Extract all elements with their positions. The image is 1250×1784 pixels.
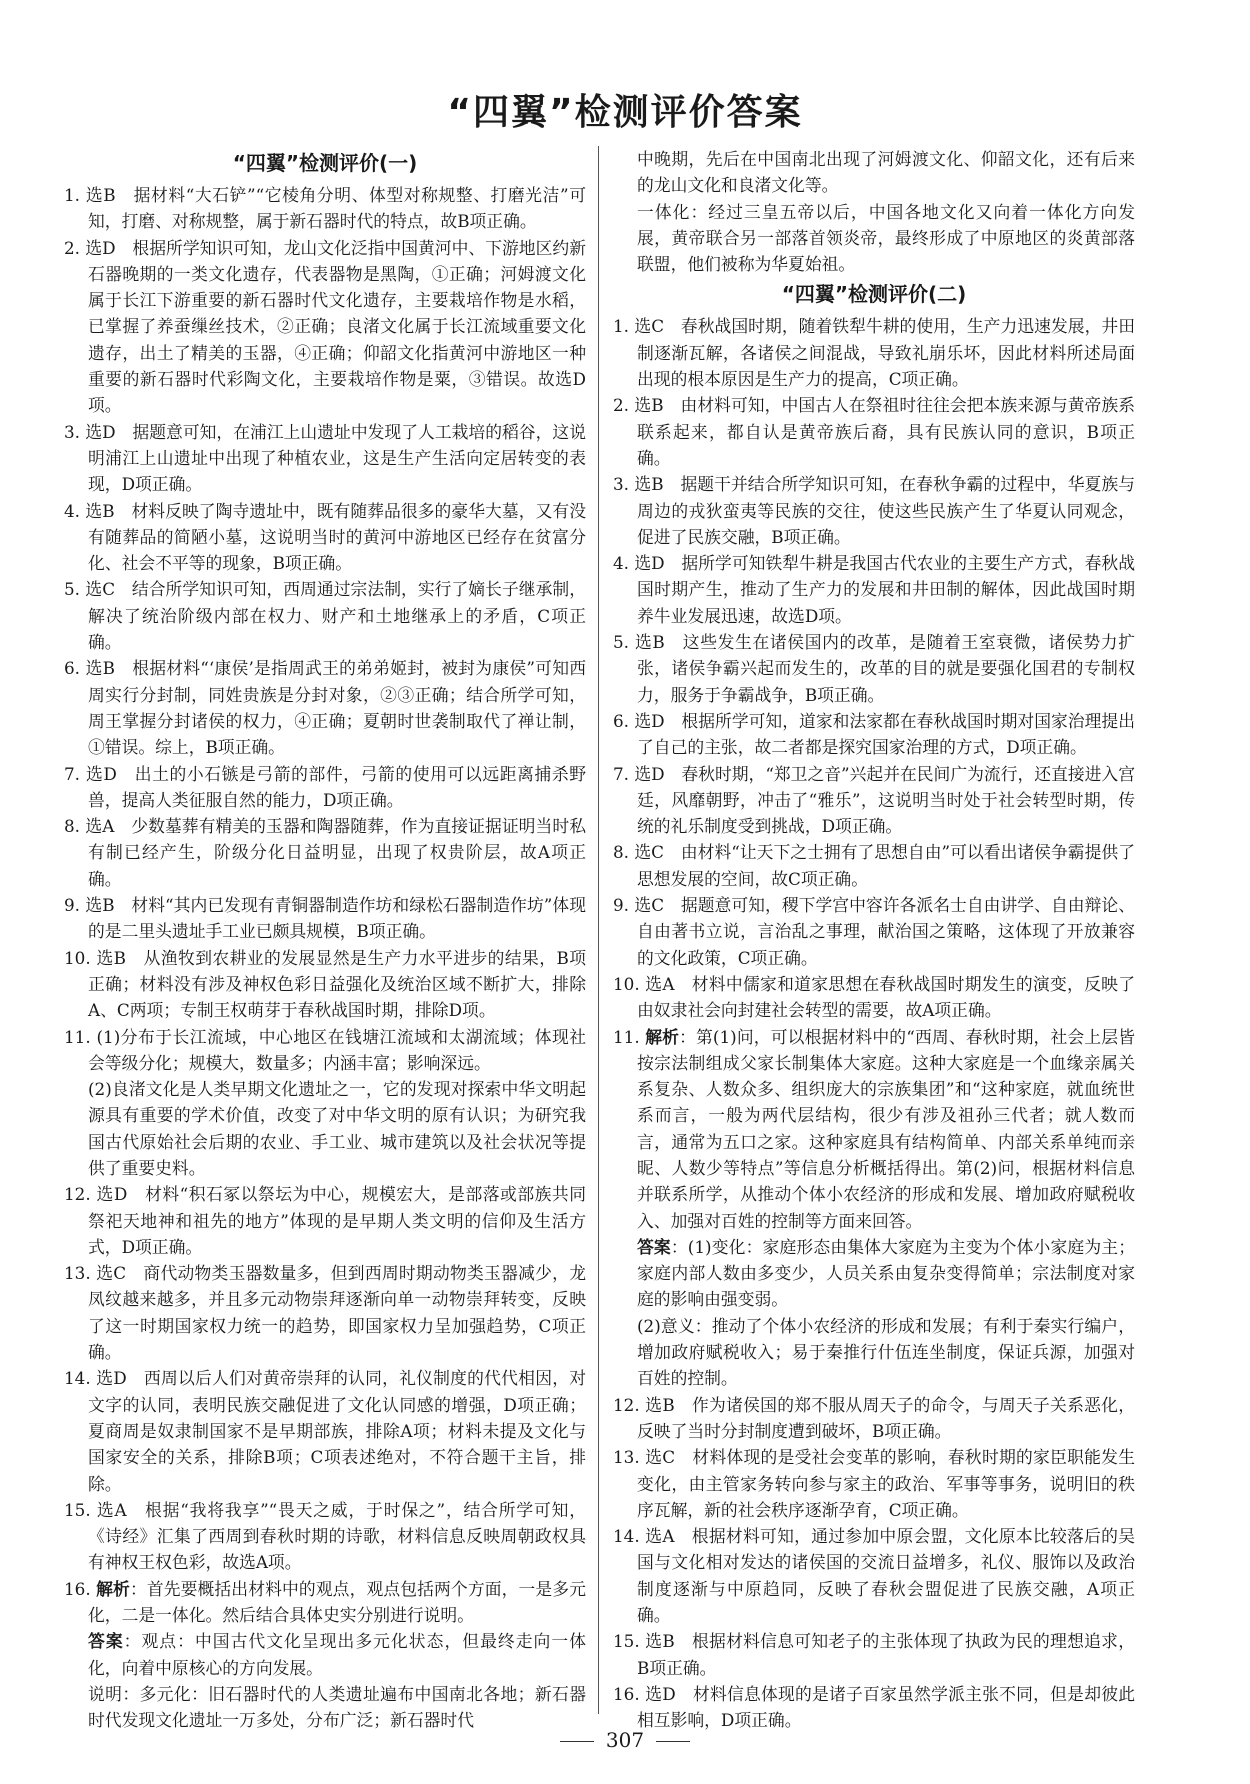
answer-item: 15. 选A 根据“我将我享”“畏天之威，于时保之”，结合所学可知，《诗经》汇集了西周到春秋时期的诗歌，材料信息反映周朝政权具有神权王权色彩，故选A项。 — [64, 1499, 586, 1573]
answer-item: 7. 选D 出土的小石镞是弓箭的部件，弓箭的使用可以远距离捕杀野兽，提高人类征服自然的能力，D项正确。 — [64, 763, 586, 810]
answer-item: 16. 解析：首先要概括出材料中的观点，观点包括两个方面，一是多元化，二是一体化。然后结合具体史实分别进行说明。 — [64, 1578, 586, 1626]
answer-item: 8. 选C 由材料“让天下之士拥有了思想自由”可以看出诸侯争霸提供了思想发展的空间，故C项正确。 — [613, 842, 1135, 889]
answer-item: 6. 选D 根据所学可知，道家和法家都在春秋战国时期对国家治理提出了自己的主张，故二者都是探究国家治理的方式，D项正确。 — [613, 710, 1135, 758]
answer-subparagraph: (2)意义：推动了个体小农经济的形成和发展；有利于秦实行编户，增加政府赋税收入；易于秦推行什伍连坐制度，保证兵源，加强对百姓的控制。 — [637, 1315, 1135, 1389]
answer-subparagraph: (2)良渚文化是人类早期文化遗址之一，它的发现对探索中华文明起源具有重要的学术价值，改变了对中华文明的原有认识；为研究我国古代原始社会后期的农业、手工业、城市建筑以及社会状况等提供了重要史料。 — [88, 1079, 586, 1178]
answer-item: 14. 选A 根据材料可知，通过参加中原会盟，文化原本比较落后的吴国与文化相对发达的诸侯国的交流日益增多，礼仪、服饰以及政治制度逐渐与中原趋同，反映了春秋会盟促进了民族交融，A项正确。 — [613, 1526, 1135, 1626]
answer-item: 7. 选D 春秋时期，“郑卫之音”兴起并在民间广为流行，还直接进入宫廷，风靡朝野，冲击了“雅乐”，这说明当时处于社会转型时期，传统的礼乐制度受到挑战，D项正确。 — [613, 763, 1135, 837]
answer-label: 解析 — [96, 1578, 130, 1599]
page-number-text: 307 — [605, 1728, 645, 1752]
page-number-dash-right — [656, 1741, 690, 1742]
answer-item: 6. 选B 根据材料“‘康侯’是指周武王的弟弟姬封，被封为康侯”可知西周实行分封制，同姓贵族是分封对象，②③正确；结合所学可知，周王掌握分封诸侯的权力，④正确；夏朝时世袭制取代了禅让制，①错误。综上，B项正确。 — [64, 658, 586, 758]
answer-item: 14. 选D 西周以后人们对黄帝崇拜的认同，礼仪制度的代代相因，对文字的认同，表明民族交融促进了文化认同感的增强，D项正确；夏商周是奴隶制国家不是早期部族，排除A项；材料未提及文化与国家安全的关系，排除B项；C项表述绝对，不符合题干主旨，排除。 — [64, 1368, 586, 1494]
left-column — [64, 146, 586, 1731]
page-title: “四翼”检测评价答案 — [447, 92, 803, 133]
answer-item: 13. 选C 材料体现的是受社会变革的影响，春秋时期的家臣职能发生变化，由主管家务转向参与家主的政治、军事等事务，说明旧的秩序瓦解，新的社会秩序逐渐孕育，C项正确。 — [613, 1447, 1135, 1520]
section-title-2: “四翼”检测评价(二) — [781, 282, 967, 307]
answer-label: 答案 — [88, 1631, 124, 1652]
answer-subparagraph: 一体化：经过三皇五帝以后，中国各地文化又向着一体化方向发展，黄帝联合另一部落首领炎帝，最终形成了中原地区的炎黄部落联盟，他们被称为华夏始祖。 — [637, 201, 1135, 275]
answer-item: 3. 选B 据题干并结合所学知识可知，在春秋争霸的过程中，华夏族与周边的戎狄蛮夷等民族的交往，使这些民族产生了华夏认同观念，促进了民族交融，B项正确。 — [613, 474, 1135, 547]
answer-item: 11. (1)分布于长江流域，中心地区在钱塘江流域和太湖流域；体现社会等级分化；规模大，数量多；内涵丰富；影响深远。 — [64, 1026, 586, 1073]
answer-item: 9. 选B 材料“其内已发现有青铜器制造作坊和绿松石器制造作坊”体现的是二里头遗址手工业已颇具规模，B项正确。 — [64, 895, 586, 942]
answer-item: 11. 解析：第(1)问，可以根据材料中的“西周、春秋时期，社会上层皆按宗法制组成父家长制集体大家庭。这种大家庭是一个血缘亲属关系复杂、人数众多、组织庞大的宗族集团”和“这种家庭，就血统世系而言，一般为两代层结构，很少有涉及祖孙三代者；就人数而言，通常为五口之家。这种家庭具有结构简单、内部关系单纯而亲昵、人数少等特点”等信息分析概括得出。第(2)问，根据材料信息并联系所学，从推动个体小农经济的形成和发展、增加政府赋税收入、加强对百姓的控制等方面来回答。 — [613, 1026, 1135, 1231]
answer-item: 16. 选D 材料信息体现的是诸子百家虽然学派主张不同，但是却彼此相互影响，D项正确。 — [613, 1683, 1135, 1731]
answer-item: 2. 选B 由材料可知，中国古人在祭祖时往往会把本族来源与黄帝族系联系起来，都自认是黄帝族后裔，具有民族认同的意识，B项正确。 — [613, 395, 1135, 468]
page-number-dash-left — [560, 1741, 594, 1742]
answer-item: 2. 选D 根据所学知识可知，龙山文化泛指中国黄河中、下游地区约新石器晚期的一类文化遗存，代表器物是黑陶，①正确；河姆渡文化属于长江下游重要的新石器时代文化遗存，主要栽培作物是水稻，已掌握了养蚕缫丝技术，②正确；良渚文化属于长江流域重要文化遗存，出土了精美的玉器，④正确；仰韶文化指黄河中游地区一种重要的新石器时代彩陶文化，主要栽培作物是粟，③错误。故选D项。 — [64, 237, 586, 416]
answer-subparagraph: 中晚期，先后在中国南北出现了河姆渡文化、仰韶文化，还有后来的龙山文化和良渚文化等。 — [637, 149, 1135, 196]
answer-item: 15. 选B 根据材料信息可知老子的主张体现了执政为民的理想追求，B项正确。 — [613, 1631, 1135, 1678]
right-items — [613, 313, 1135, 1733]
answer-item: 1. 选B 据材料“大石铲”“它棱角分明、体型对称规整、打磨光洁”可知，打磨、对称规整，属于新石器时代的特点，故B项正确。 — [64, 185, 586, 232]
answer-item: 5. 选B 这些发生在诸侯国内的改革，是随着王室衰微，诸侯势力扩张，诸侯争霸兴起而发生的，改革的目的就是要强化国君的专制权力，服务于争霸战争，B项正确。 — [613, 632, 1135, 705]
answer-item: 13. 选C 商代动物类玉器数量多，但到西周时期动物类玉器减少，龙凤纹越来越多，并且多元动物崇拜逐渐向单一动物崇拜转变，反映了这一时期国家权力统一的趋势，即国家权力呈加强趋势，C项正确。 — [64, 1263, 586, 1363]
right-continuation — [613, 146, 1135, 277]
page-number — [0, 1728, 1250, 1752]
answer-item: 3. 选D 据题意可知，在浦江上山遗址中发现了人工栽培的稻谷，这说明浦江上山遗址中出现了种植农业，这是生产生活向定居转变的表现，D项正确。 — [64, 421, 586, 495]
answer-item: 12. 选B 作为诸侯国的郑不服从周天子的命令，与周天子关系恶化，反映了当时分封制度遭到破坏，B项正确。 — [613, 1394, 1135, 1441]
answer-subparagraph: 答案：观点：中国古代文化呈现出多元化状态，但最终走向一体化，向着中原核心的方向发展。 — [88, 1631, 586, 1678]
answer-item: 10. 选B 从渔牧到农耕业的发展显然是生产力水平进步的结果，B项正确；材料没有涉及神权色彩日益强化及统治区域不断扩大，排除A、C两项；专制王权萌芽于春秋战国时期，排除D项。 — [64, 947, 586, 1021]
left-items — [64, 182, 586, 1734]
answer-item: 4. 选B 材料反映了陶寺遗址中，既有随葬品很多的豪华大墓，又有没有随葬品的简陋小墓，这说明当时的黄河中游地区已经存在贫富分化、社会不平等的现象，B项正确。 — [64, 500, 586, 574]
answer-item: 9. 选C 据题意可知，稷下学宫中容许各派名士自由讲学、自由辩论、自由著书立说，言治乱之事理，献治国之策略，这体现了开放兼容的文化政策，C项正确。 — [613, 895, 1135, 968]
answer-item: 10. 选A 材料中儒家和道家思想在春秋战国时期发生的演变，反映了由奴隶社会向封建社会转型的需要，故A项正确。 — [613, 973, 1135, 1021]
column-divider — [598, 146, 599, 1714]
section-title-1: “四翼”检测评价(一) — [232, 151, 418, 175]
answer-subparagraph: 答案：(1)变化：家庭形态由集体大家庭为主变为个体小家庭为主；家庭内部人数由多变少，人员关系由复杂变得简单；宗法制度对家庭的影响由强变弱。 — [637, 1236, 1135, 1310]
answer-label: 答案 — [637, 1236, 671, 1257]
answer-item: 12. 选D 材料“积石冢以祭坛为中心，规模宏大，是部落或部族共同祭祀天地神和祖先的地方”体现的是早期人类文明的信仰及生活方式，D项正确。 — [64, 1184, 586, 1257]
answer-label: 解析 — [645, 1026, 680, 1047]
answer-item: 8. 选A 少数墓葬有精美的玉器和陶器随葬，作为直接证据证明当时私有制已经产生，阶级分化日益明显，出现了权贵阶层，故A项正确。 — [64, 816, 586, 889]
answer-item: 4. 选D 据所学可知铁犁牛耕是我国古代农业的主要生产方式，春秋战国时期产生，推动了生产力的发展和井田制的解体，因此战国时期养牛业发展迅速，故选D项。 — [613, 553, 1135, 626]
answer-item: 5. 选C 结合所学知识可知，西周通过宗法制，实行了嫡长子继承制，解决了统治阶级内部在权力、财产和土地继承上的矛盾，C项正确。 — [64, 579, 586, 653]
answer-subparagraph: 说明：多元化：旧石器时代的人类遗址遍布中国南北各地；新石器时代发现文化遗址一万多处，分布广泛；新石器时代 — [88, 1683, 586, 1731]
answer-item: 1. 选C 春秋战国时期，随着铁犁牛耕的使用，生产力迅速发展，井田制逐渐瓦解，各诸侯之间混战，导致礼崩乐坏，因此材料所述局面出现的根本原因是生产力的提高，C项正确。 — [613, 316, 1135, 390]
right-column — [613, 146, 1135, 1731]
